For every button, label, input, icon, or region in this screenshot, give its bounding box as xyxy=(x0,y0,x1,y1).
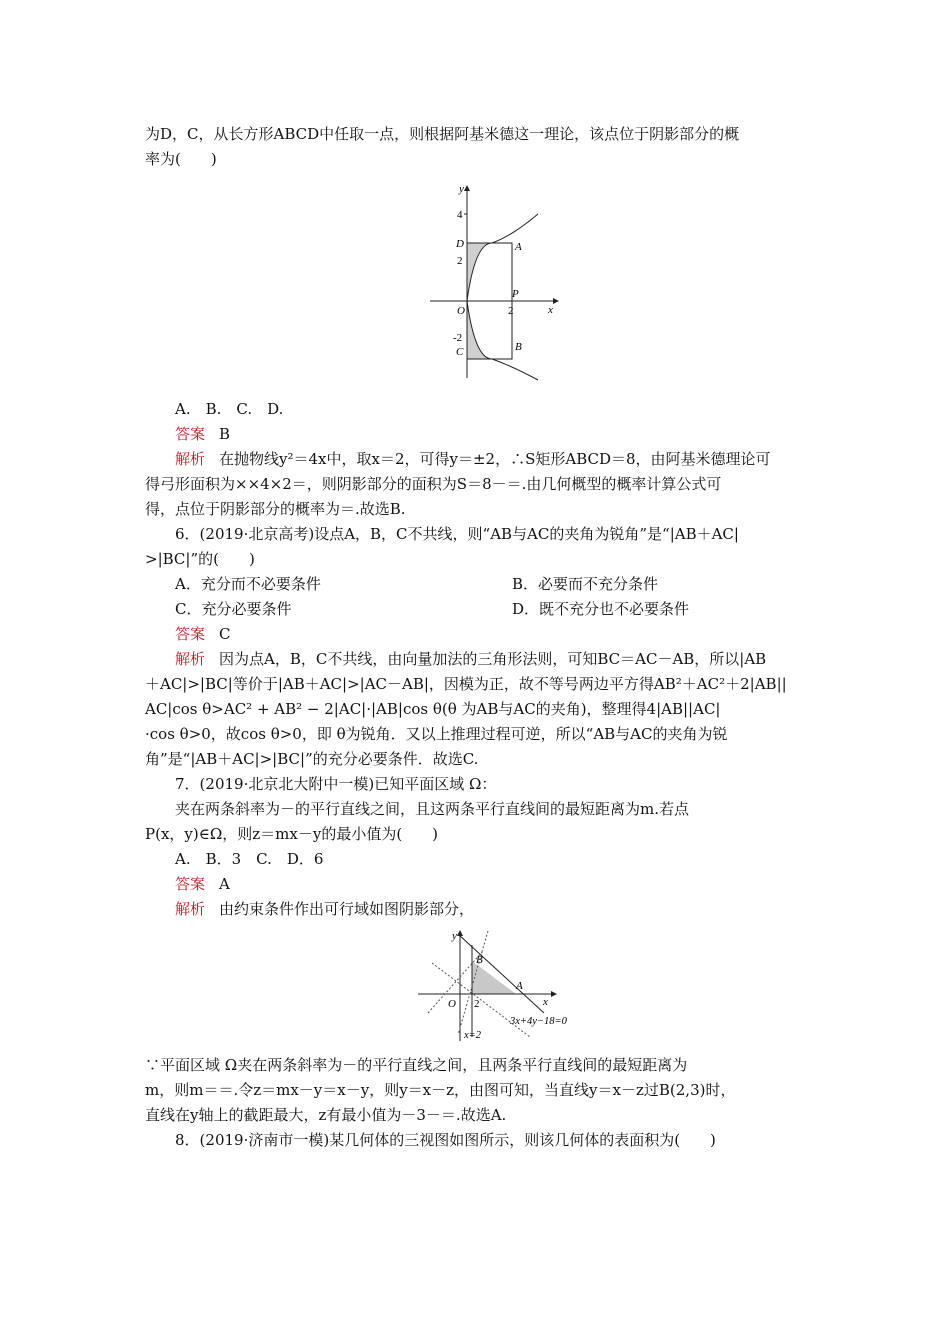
intro-line-2: 率为( ) xyxy=(145,150,217,168)
q7-stem-1: 7．(2019·北京北大附中一模)已知平面区域 Ω： xyxy=(175,775,497,793)
fig1-tick-4: 4 xyxy=(457,209,463,221)
q6-stem-2: >|BC|”的( ) xyxy=(145,550,255,568)
fig1-point-d: D xyxy=(456,238,464,250)
q6-analysis-line-3: AC|cos θ>AC² + AB² − 2|AC|·|AB|cos θ(θ 为AB与AC的夹角)，整理得4|AB||AC| xyxy=(145,700,721,718)
analysis-label: 解析 xyxy=(175,900,206,918)
fig1-point-c: C xyxy=(456,346,464,358)
fig2-vline-label: x=2 xyxy=(464,1030,481,1041)
q7-answer-line xyxy=(175,874,810,894)
fig2-line-label: 3x+4y−18=0 xyxy=(510,1016,567,1027)
q6-analysis-text-1: 因为点A，B，C不共线，由向量加法的三角形法则，可知BC＝AC－AB，所以|AB xyxy=(219,650,767,668)
q5-analysis-line-3: 得，点位于阴影部分的概率为＝.故选B. xyxy=(145,500,406,518)
fig1-point-b: B xyxy=(515,341,522,353)
q6-option-c: C．充分必要条件 xyxy=(175,600,292,618)
fig1-origin: O xyxy=(457,305,465,317)
fig1-y-label: y xyxy=(459,183,464,195)
fig2-point-b: B xyxy=(476,954,483,966)
q5-analysis-line-1 xyxy=(175,449,810,469)
q5-answer: B xyxy=(219,425,231,443)
answer-label: 答案 xyxy=(175,625,206,643)
figure-feasible-region xyxy=(410,925,610,1045)
q5-answer-line xyxy=(175,424,810,444)
q6-stem-1: 6．(2019·北京高考)设点A，B，C不共线，则“AB与AC的夹角为锐角”是“|AB＋AC| xyxy=(175,525,739,543)
q6-analysis-line-4: ·cos θ>0，故cos θ>0，即 θ为锐角．又以上推理过程可逆，所以“AB与AC的夹角为锐 xyxy=(145,725,728,743)
q7-analysis-line-3: m，则m＝＝.令z＝mx－y＝x－y，则y＝x－z，由图可知，当直线y＝x－z过B(2,3)时， xyxy=(145,1081,736,1099)
q6-options-row-2 xyxy=(175,599,810,619)
shaded-region-top xyxy=(467,243,492,301)
fig1-point-p: P xyxy=(512,288,519,300)
q7-stem-3: P(x，y)∈Ω，则z＝mx－y的最小值为( ) xyxy=(145,825,439,843)
q7-analysis-text-1: 由约束条件作出可行域如图阴影部分， xyxy=(219,900,475,918)
q5-analysis-text-1: 在抛物线y²＝4x中，取x＝2，可得y＝±2，∴S矩形ABCD＝8，由阿基米德理论可 xyxy=(219,450,771,468)
figure-parabola xyxy=(420,180,570,385)
q6-answer-line xyxy=(175,624,810,644)
q7-stem-2: 夹在两条斜率为－的平行直线之间，且这两条平行直线间的最短距离为m.若点 xyxy=(175,800,689,818)
analysis-label: 解析 xyxy=(175,450,206,468)
q7-answer: A xyxy=(219,875,230,893)
fig2-origin: O xyxy=(448,998,456,1010)
q6-option-a: A．充分而不必要条件 xyxy=(175,575,321,593)
q6-option-d: D．既不充分也不必要条件 xyxy=(512,600,690,618)
shaded-region-bottom xyxy=(467,301,492,359)
answer-label: 答案 xyxy=(175,425,206,443)
q6-analysis-line-1 xyxy=(175,649,810,669)
answer-label: 答案 xyxy=(175,875,206,893)
q7-analysis-line-4: 直线在y轴上的截距最大，z有最小值为－3－＝.故选A. xyxy=(145,1106,507,1124)
analysis-label: 解析 xyxy=(175,650,206,668)
boundary-line xyxy=(458,934,544,1013)
q7-options: A. B．3 C. D．6 xyxy=(175,850,324,868)
q8-stem: 8．(2019·济南市一模)某几何体的三视图如图所示，则该几何体的表面积为( ) xyxy=(175,1131,716,1149)
q7-analysis-line-1 xyxy=(175,899,810,919)
fig2-point-a: A xyxy=(516,980,523,992)
q5-analysis-line-2: 得弓形面积为××4×2＝，则阴影部分的面积为S＝8－＝.由几何概型的概率计算公式可 xyxy=(145,475,722,493)
fig1-tick-neg2: -2 xyxy=(453,332,463,344)
q6-answer: C xyxy=(219,625,231,643)
q7-analysis-line-2: ∵平面区域 Ω夹在两条斜率为－的平行直线之间，且两条平行直线间的最短距离为 xyxy=(145,1056,688,1074)
fig1-x-label: x xyxy=(548,304,553,316)
q6-analysis-line-5: 角”是“|AB＋AC|>|BC|”的充分必要条件．故选C. xyxy=(145,750,479,768)
q5-options: A. B. C. D. xyxy=(175,400,284,418)
fig1-point-a: A xyxy=(515,241,522,253)
fig1-tick-x2: 2 xyxy=(508,305,514,317)
fig2-tick-2: 2 xyxy=(474,998,480,1010)
q6-option-b: B．必要而不充分条件 xyxy=(512,575,659,593)
fig2-x-label: x xyxy=(543,996,548,1008)
intro-line-1: 为D，C，从长方形ABCD中任取一点，则根据阿基米德这一理论，该点位于阴影部分的概 xyxy=(145,125,740,143)
q6-analysis-line-2: ＋AC|>|BC|等价于|AB＋AC|>|AC－AB|，因模为正，故不等号两边平方得AB²＋AC²＋2|AB|| xyxy=(145,675,787,693)
fig2-y-label: y xyxy=(452,930,457,942)
q6-options-row-1 xyxy=(175,574,810,594)
fig1-tick-2: 2 xyxy=(457,255,463,267)
